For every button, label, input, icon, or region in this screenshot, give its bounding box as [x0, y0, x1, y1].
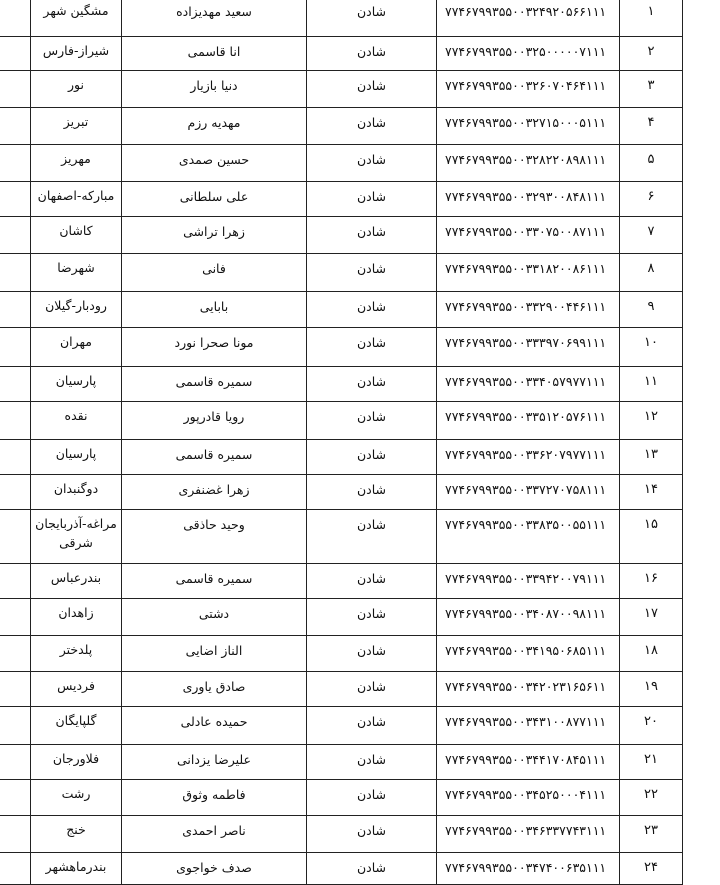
row-number-cell: ۲۴: [620, 853, 683, 885]
code-cell: ۷۷۴۶۷۹۹۳۵۵۰۰۳۳۷۲۷۰۷۵۸۱۱۱: [437, 475, 620, 510]
row-number-cell: ۱۹: [620, 672, 683, 707]
code-cell: ۷۷۴۶۷۹۹۳۵۵۰۰۳۳۱۸۲۰۰۸۶۱۱۱: [437, 254, 620, 292]
cut-off-value-cell: [0, 0, 31, 37]
row-number-cell: ۱۷: [620, 599, 683, 636]
organization-cell: شادن: [307, 440, 437, 475]
city-cell: بندرماهشهر: [31, 853, 122, 885]
name-cell: سمیره قاسمی: [122, 564, 307, 599]
cut-off-value-cell: [0, 292, 31, 328]
name-cell: علی سلطانی: [122, 182, 307, 217]
city-cell: مهران: [31, 328, 122, 367]
name-cell: علیرضا یزدانی: [122, 745, 307, 780]
name-cell: دشتی: [122, 599, 307, 636]
organization-cell: شادن: [307, 853, 437, 885]
row-number-cell: ۱۴: [620, 475, 683, 510]
row-number-cell: ۱۱: [620, 367, 683, 402]
organization-cell: شادن: [307, 145, 437, 182]
cut-off-value-cell: [0, 145, 31, 182]
city-cell: شهرضا: [31, 254, 122, 292]
row-number-cell: ۴: [620, 108, 683, 145]
code-cell: ۷۷۴۶۷۹۹۳۵۵۰۰۳۴۷۴۰۰۶۳۵۱۱۱: [437, 853, 620, 885]
row-number-cell: ۵: [620, 145, 683, 182]
table-row: [0, 0, 683, 37]
code-cell: ۷۷۴۶۷۹۹۳۵۵۰۰۳۴۱۹۵۰۶۸۵۱۱۱: [437, 636, 620, 672]
table-row: [0, 108, 683, 145]
row-number-cell: ۲۳: [620, 816, 683, 853]
organization-cell: شادن: [307, 745, 437, 780]
table-row: [0, 145, 683, 182]
name-cell: مونا صحرا نورد: [122, 328, 307, 367]
organization-cell: شادن: [307, 367, 437, 402]
city-cell: مشگین شهر: [31, 0, 122, 37]
cut-off-value-cell: [0, 217, 31, 254]
cut-off-value-cell: [0, 745, 31, 780]
row-number-cell: ۲۰: [620, 707, 683, 745]
cut-off-value-cell: [0, 37, 31, 71]
city-cell: مهریز: [31, 145, 122, 182]
cut-off-value-cell: [0, 636, 31, 672]
row-number-cell: ۹: [620, 292, 683, 328]
code-cell: ۷۷۴۶۷۹۹۳۵۵۰۰۳۳۶۲۰۷۹۷۷۱۱۱: [437, 440, 620, 475]
code-cell: ۷۷۴۶۷۹۹۳۵۵۰۰۳۴۲۰۲۳۱۶۵۶۱۱: [437, 672, 620, 707]
table-row: [0, 564, 683, 599]
city-cell: فردیس: [31, 672, 122, 707]
cut-off-value-cell: [0, 853, 31, 885]
name-cell: دنیا بازیار: [122, 71, 307, 108]
code-cell: ۷۷۴۶۷۹۹۳۵۵۰۰۳۲۶۰۷۰۴۶۴۱۱۱: [437, 71, 620, 108]
table-row: [0, 780, 683, 816]
name-cell: سمیره قاسمی: [122, 440, 307, 475]
city-cell: مراغه-آذربایجان شرقی: [31, 510, 122, 564]
city-cell: زاهدان: [31, 599, 122, 636]
row-number-cell: ۶: [620, 182, 683, 217]
city-cell: خنج: [31, 816, 122, 853]
organization-cell: شادن: [307, 510, 437, 564]
name-cell: زهرا تراشی: [122, 217, 307, 254]
code-cell: ۷۷۴۶۷۹۹۳۵۵۰۰۳۴۵۲۵۰۰۰۴۱۱۱: [437, 780, 620, 816]
city-cell: تبریز: [31, 108, 122, 145]
code-cell: ۷۷۴۶۷۹۹۳۵۵۰۰۳۳۰۷۵۰۰۸۷۱۱۱: [437, 217, 620, 254]
organization-cell: شادن: [307, 636, 437, 672]
table-row: [0, 71, 683, 108]
code-cell: ۷۷۴۶۷۹۹۳۵۵۰۰۳۲۷۱۵۰۰۰۵۱۱۱: [437, 108, 620, 145]
organization-cell: شادن: [307, 328, 437, 367]
table-row: [0, 440, 683, 475]
name-cell: صدف خواجوی: [122, 853, 307, 885]
city-cell: مبارکه-اصفهان: [31, 182, 122, 217]
city-cell: گلپایگان: [31, 707, 122, 745]
organization-cell: شادن: [307, 599, 437, 636]
table-row: [0, 475, 683, 510]
city-cell: نور: [31, 71, 122, 108]
cut-off-value-cell: [0, 71, 31, 108]
table-row: [0, 217, 683, 254]
row-number-cell: ۱۳: [620, 440, 683, 475]
city-cell: فلاورجان: [31, 745, 122, 780]
cut-off-value-cell: [0, 440, 31, 475]
cut-off-value-cell: [0, 816, 31, 853]
organization-cell: شادن: [307, 217, 437, 254]
row-number-cell: ۱۵: [620, 510, 683, 564]
organization-cell: شادن: [307, 564, 437, 599]
name-cell: فانی: [122, 254, 307, 292]
name-cell: مهدیه رزم: [122, 108, 307, 145]
city-cell: رشت: [31, 780, 122, 816]
name-cell: فاطمه وثوق: [122, 780, 307, 816]
name-cell: حمیده عادلی: [122, 707, 307, 745]
cut-off-value-cell: [0, 707, 31, 745]
table-row: [0, 599, 683, 636]
row-number-cell: ۱۸: [620, 636, 683, 672]
cut-off-value-cell: [0, 672, 31, 707]
organization-cell: شادن: [307, 475, 437, 510]
organization-cell: شادن: [307, 816, 437, 853]
code-cell: ۷۷۴۶۷۹۹۳۵۵۰۰۳۲۵۰۰۰۰۰۷۱۱۱: [437, 37, 620, 71]
code-cell: ۷۷۴۶۷۹۹۳۵۵۰۰۳۳۸۳۵۰۰۵۵۱۱۱: [437, 510, 620, 564]
name-cell: ناصر احمدی: [122, 816, 307, 853]
organization-cell: شادن: [307, 37, 437, 71]
organization-cell: شادن: [307, 0, 437, 37]
table-row: [0, 37, 683, 71]
organization-cell: شادن: [307, 254, 437, 292]
name-cell: وحید حاذقی: [122, 510, 307, 564]
organization-cell: شادن: [307, 71, 437, 108]
code-cell: ۷۷۴۶۷۹۹۳۵۵۰۰۳۳۹۴۲۰۰۷۹۱۱۱: [437, 564, 620, 599]
row-number-cell: ۷: [620, 217, 683, 254]
city-cell: پلدختر: [31, 636, 122, 672]
table-row: [0, 367, 683, 402]
cut-off-value-cell: [0, 108, 31, 145]
table-row: [0, 636, 683, 672]
code-cell: ۷۷۴۶۷۹۹۳۵۵۰۰۳۲۴۹۲۰۵۶۶۱۱۱: [437, 0, 620, 37]
code-cell: ۷۷۴۶۷۹۹۳۵۵۰۰۳۴۳۱۰۰۸۷۷۱۱۱: [437, 707, 620, 745]
table-row: [0, 292, 683, 328]
code-cell: ۷۷۴۶۷۹۹۳۵۵۰۰۳۴۶۳۳۷۷۴۳۱۱۱: [437, 816, 620, 853]
row-number-cell: ۲۱: [620, 745, 683, 780]
name-cell: الناز اضایی: [122, 636, 307, 672]
city-cell: کاشان: [31, 217, 122, 254]
cut-off-value-cell: [0, 254, 31, 292]
organization-cell: شادن: [307, 182, 437, 217]
organization-cell: شادن: [307, 672, 437, 707]
row-number-cell: ۳: [620, 71, 683, 108]
code-cell: ۷۷۴۶۷۹۹۳۵۵۰۰۳۴۴۱۷۰۸۴۵۱۱۱: [437, 745, 620, 780]
organization-cell: شادن: [307, 108, 437, 145]
code-cell: ۷۷۴۶۷۹۹۳۵۵۰۰۳۴۰۸۷۰۰۹۸۱۱۱: [437, 599, 620, 636]
cut-off-value-cell: [0, 328, 31, 367]
organization-cell: شادن: [307, 402, 437, 440]
name-cell: سعید مهدیزاده: [122, 0, 307, 37]
row-number-cell: ۱۶: [620, 564, 683, 599]
organization-cell: شادن: [307, 707, 437, 745]
name-cell: سمیره قاسمی: [122, 367, 307, 402]
row-number-cell: ۲۲: [620, 780, 683, 816]
cut-off-value-cell: [0, 510, 31, 564]
name-cell: بابایی: [122, 292, 307, 328]
organization-cell: شادن: [307, 292, 437, 328]
name-cell: صادق یاوری: [122, 672, 307, 707]
cut-off-value-cell: [0, 475, 31, 510]
table-row: [0, 745, 683, 780]
row-number-cell: ۲: [620, 37, 683, 71]
table-row: [0, 510, 683, 564]
code-cell: ۷۷۴۶۷۹۹۳۵۵۰۰۳۳۳۹۷۰۶۹۹۱۱۱: [437, 328, 620, 367]
cut-off-value-cell: [0, 780, 31, 816]
city-cell: پارسیان: [31, 367, 122, 402]
cut-off-value-cell: [0, 402, 31, 440]
cut-off-value-cell: [0, 367, 31, 402]
city-cell: شیراز-فارس: [31, 37, 122, 71]
city-cell: نقده: [31, 402, 122, 440]
table-row: [0, 707, 683, 745]
name-cell: حسین صمدی: [122, 145, 307, 182]
code-cell: ۷۷۴۶۷۹۹۳۵۵۰۰۳۳۲۹۰۰۴۴۶۱۱۱: [437, 292, 620, 328]
name-cell: زهرا غضنفری: [122, 475, 307, 510]
row-number-cell: ۸: [620, 254, 683, 292]
table-row: [0, 672, 683, 707]
name-cell: رویا قادرپور: [122, 402, 307, 440]
table-row: [0, 402, 683, 440]
city-cell: دوگنبدان: [31, 475, 122, 510]
table-row: [0, 328, 683, 367]
code-cell: ۷۷۴۶۷۹۹۳۵۵۰۰۳۲۸۲۲۰۸۹۸۱۱۱: [437, 145, 620, 182]
row-number-cell: ۱۲: [620, 402, 683, 440]
cut-off-value-cell: [0, 182, 31, 217]
name-cell: انا قاسمی: [122, 37, 307, 71]
city-cell: بندرعباس: [31, 564, 122, 599]
table-row: [0, 254, 683, 292]
code-cell: ۷۷۴۶۷۹۹۳۵۵۰۰۳۲۹۳۰۰۸۴۸۱۱۱: [437, 182, 620, 217]
row-number-cell: ۱۰: [620, 328, 683, 367]
organization-cell: شادن: [307, 780, 437, 816]
table-row: [0, 182, 683, 217]
cut-off-value-cell: [0, 564, 31, 599]
table-row: [0, 853, 683, 885]
table-row: [0, 816, 683, 853]
code-cell: ۷۷۴۶۷۹۹۳۵۵۰۰۳۳۴۰۵۷۹۷۷۱۱۱: [437, 367, 620, 402]
city-cell: رودبار-گیلان: [31, 292, 122, 328]
row-number-cell: ۱: [620, 0, 683, 37]
city-cell: پارسیان: [31, 440, 122, 475]
cut-off-value-cell: [0, 599, 31, 636]
code-cell: ۷۷۴۶۷۹۹۳۵۵۰۰۳۳۵۱۲۰۵۷۶۱۱۱: [437, 402, 620, 440]
